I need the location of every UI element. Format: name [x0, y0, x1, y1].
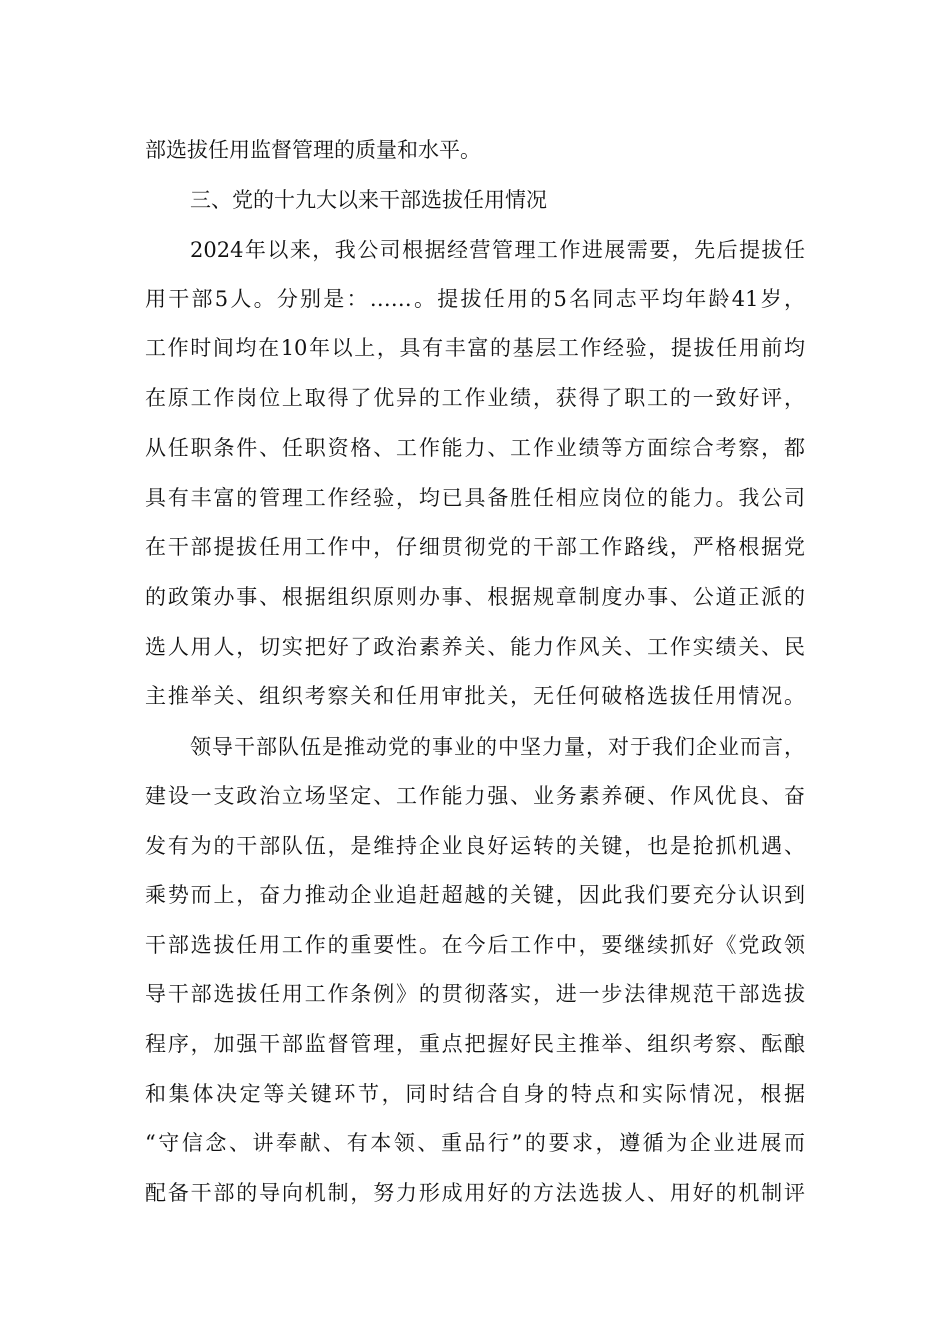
- section-heading-text: 三、党的十九大以来干部选拔任用情况: [190, 188, 547, 212]
- text-line: [0, 969, 950, 1019]
- text-line-content: 干部选拔任用工作的重要性。在今后工作中，要继续抓好《党政领: [145, 933, 805, 957]
- text-line-content: 和集体决定等关键环节，同时结合自身的特点和实际情况，根据: [145, 1082, 805, 1106]
- text-line-content: 乘势而上，奋力推动企业追赶超越的关键，因此我们要充分认识到: [145, 883, 805, 907]
- text-line: [0, 622, 950, 672]
- text-line: [0, 722, 950, 772]
- text-line-content: “守信念、讲奉献、有本领、重品行”的要求，遵循为企业进展而: [145, 1131, 805, 1155]
- text-line: [0, 125, 950, 175]
- text-line-content: 配备干部的导向机制，努力形成用好的方法选拔人、用好的机制评: [145, 1181, 805, 1205]
- text-line-content: 2024年以来，我公司根据经营管理工作进展需要，先后提拔任: [190, 238, 805, 262]
- text-line-content: 建设一支政治立场坚定、工作能力强、业务素养硬、作风优良、奋: [145, 784, 805, 808]
- text-line-content: 发有为的干部队伍，是维持企业良好运转的关键，也是抢抓机遇、: [145, 834, 805, 858]
- text-line: [0, 225, 950, 275]
- text-line-content: 部选拔任用监督管理的质量和水平。: [145, 138, 481, 162]
- text-line: [0, 821, 950, 871]
- text-line: [0, 870, 950, 920]
- text-line: [0, 323, 950, 373]
- text-line-content: 在原工作岗位上取得了优异的工作业绩，获得了职工的一致好评，: [145, 386, 805, 410]
- text-line: [0, 1118, 950, 1168]
- text-line-content: 主推举关、组织考察关和任用审批关，无任何破格选拔任用情况。: [145, 684, 805, 708]
- text-line-content: 从任职条件、任职资格、工作能力、工作业绩等方面综合考察，都: [145, 436, 805, 460]
- text-line-content: 领导干部队伍是推动党的事业的中坚力量，对于我们企业而言，: [190, 735, 805, 759]
- text-line: [0, 1069, 950, 1119]
- text-line-content: 程序，加强干部监督管理，重点把握好民主推举、组织考察、酝酿: [145, 1032, 805, 1056]
- text-line: [0, 771, 950, 821]
- text-line: [0, 1019, 950, 1069]
- text-line: [0, 671, 950, 721]
- text-line: [0, 373, 950, 423]
- text-line: [0, 920, 950, 970]
- text-line-content: 的政策办事、根据组织原则办事、根据规章制度办事、公道正派的: [145, 585, 805, 609]
- text-line: [0, 423, 950, 473]
- text-line-content: 具有丰富的管理工作经验，均已具备胜任相应岗位的能力。我公司: [145, 486, 805, 510]
- text-line: [0, 274, 950, 324]
- text-line: [0, 572, 950, 622]
- text-line: [0, 1168, 950, 1218]
- text-line-content: 在干部提拔任用工作中，仔细贯彻党的干部工作路线，严格根据党: [145, 535, 805, 559]
- section-heading: [0, 175, 950, 225]
- text-line-content: 用干部5人。分别是：……。提拔任用的5名同志平均年龄41岁，: [145, 287, 805, 311]
- text-line: [0, 473, 950, 523]
- text-line-content: 导干部选拔任用工作条例》的贯彻落实，进一步法律规范干部选拔: [145, 982, 805, 1006]
- text-line: [0, 522, 950, 572]
- text-line-content: 选人用人，切实把好了政治素养关、能力作风关、工作实绩关、民: [145, 635, 805, 659]
- text-line-content: 工作时间均在10年以上，具有丰富的基层工作经验，提拔任用前均: [145, 336, 805, 360]
